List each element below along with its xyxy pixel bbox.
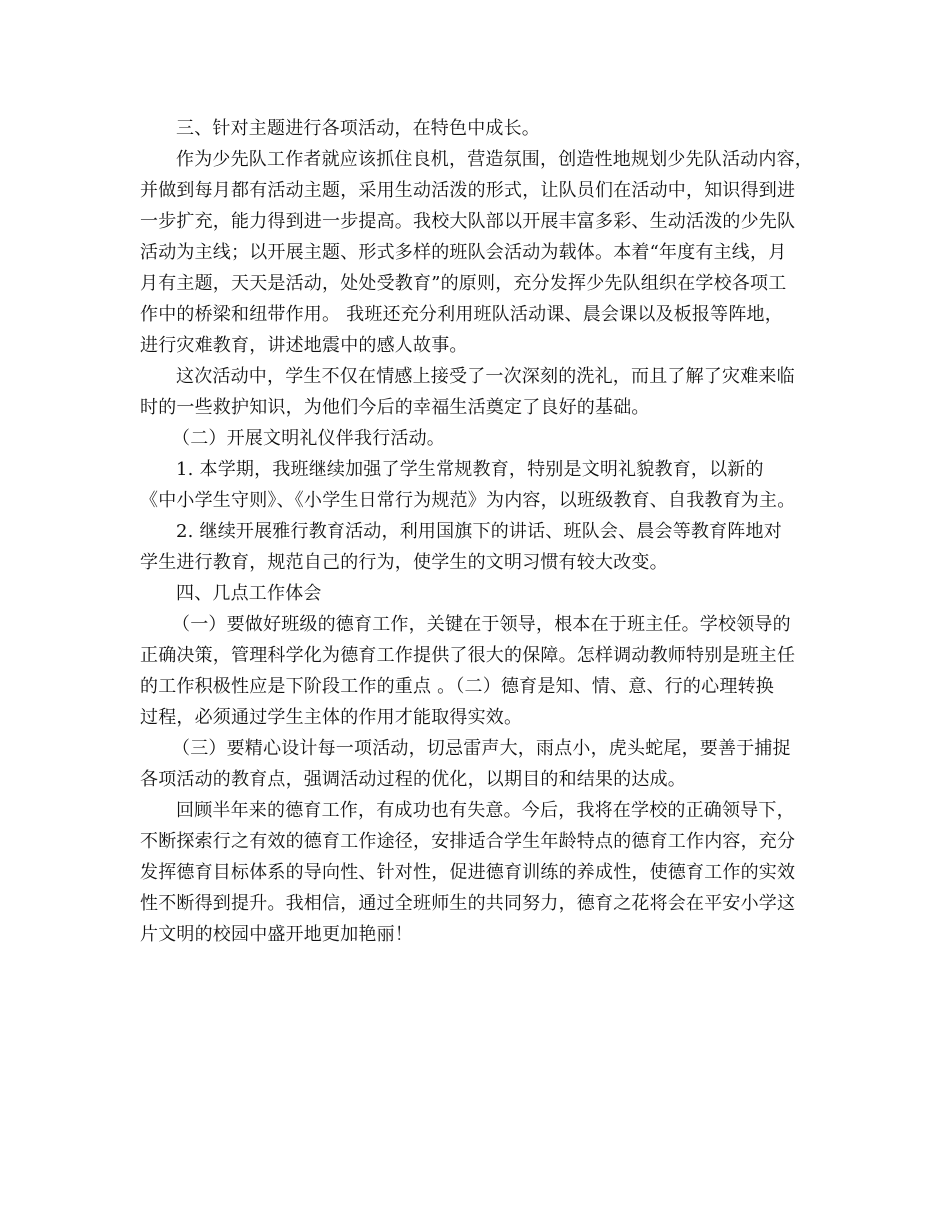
text-line: 片文明的校园中盛开地更加艳丽！ — [140, 924, 413, 945]
text-line: 月有主题，天天是活动，处处受教育”的原则，充分发挥少先队组织在学校各项工 — [140, 273, 787, 294]
text-line: 1. 本学期，我班继续加强了学生常规教育，特别是文明礼貌教育，以新的 — [176, 459, 764, 480]
text-line: （二）开展文明礼仪伴我行活动。 — [172, 428, 445, 449]
text-line: 过程，必须通过学生主体的作用才能取得实效。 — [140, 707, 523, 728]
text-line: 发挥德育目标体系的导向性、针对性，促进德育训练的养成性，使德育工作的实效 — [140, 862, 796, 883]
text-line: 学生进行教育，规范自己的行为，使学生的文明习惯有较大改变。 — [140, 552, 668, 573]
text-line: （三）要精心设计每一项活动，切忌雷声大，雨点小，虎头蛇尾，要善于捕捉 — [172, 738, 791, 759]
paragraph-subheading-etiquette — [140, 423, 820, 454]
paragraph-conclusion — [140, 795, 820, 950]
text-line: 2. 继续开展雅行教育活动，利用国旗下的讲话、班队会、晨会等教育阵地对 — [176, 521, 782, 542]
text-line: 四、几点工作体会 — [176, 583, 322, 604]
text-line: 活动为主线；以开展主题、形式多样的班队会活动为载体。本着“年度有主线，月 — [140, 242, 787, 263]
paragraph-insight-three — [140, 733, 820, 795]
text-line: 不断探索行之有效的德育工作途径，安排适合学生年龄特点的德育工作内容，充分 — [140, 831, 796, 852]
text-line: 一步扩充，能力得到进一步提高。我校大队部以开展丰富多彩、生动活泼的少先队 — [140, 211, 796, 232]
paragraph-item-one — [140, 454, 820, 516]
text-line: 三、针对主题进行各项活动，在特色中成长。 — [176, 118, 540, 139]
text-line: 作为少先队工作者就应该抓住良机，营造氛围，创造性地规划少先队活动内容， — [176, 149, 813, 170]
paragraph-disaster-education — [140, 361, 820, 423]
paragraph-insight-one — [140, 609, 820, 733]
paragraph-section-four-heading — [140, 578, 820, 609]
text-line: 回顾半年来的德育工作，有成功也有失意。今后，我将在学校的正确领导下， — [176, 800, 795, 821]
document-body — [140, 113, 820, 950]
paragraph-item-two — [140, 516, 820, 578]
text-line: 并做到每月都有活动主题，采用生动活泼的形式，让队员们在活动中，知识得到进 — [140, 180, 796, 201]
text-line: 时的一些救护知识，为他们今后的幸福生活奠定了良好的基础。 — [140, 397, 650, 418]
text-line: 作中的桥梁和纽带作用。 我班还充分利用班队活动课、晨会课以及板报等阵地， — [140, 304, 783, 325]
text-line: 的工作积极性应是下阶段工作的重点 。（二）德育是知、情、意、行的心理转换 — [140, 676, 774, 697]
text-line: 进行灾难教育，讲述地震中的感人故事。 — [140, 335, 468, 356]
text-line: 《中小学生守则》、《小学生日常行为规范》为内容，以班级教育、自我教育为主。 — [140, 490, 796, 511]
text-line: 性不断得到提升。我相信，通过全班师生的共同努力，德育之花将会在平安小学这 — [140, 893, 796, 914]
text-line: 正确决策，管理科学化为德育工作提供了很大的保障。怎样调动教师特别是班主任 — [140, 645, 796, 666]
paragraph-section-three-heading — [140, 113, 820, 144]
text-line: （一）要做好班级的德育工作，关键在于领导，根本在于班主任。学校领导的 — [172, 614, 791, 635]
paragraph-activities — [140, 144, 820, 361]
text-line: 这次活动中，学生不仅在情感上接受了一次深刻的洗礼，而且了解了灾难来临 — [176, 366, 795, 387]
text-line: 各项活动的教育点，强调活动过程的优化，以期目的和结果的达成。 — [140, 769, 686, 790]
